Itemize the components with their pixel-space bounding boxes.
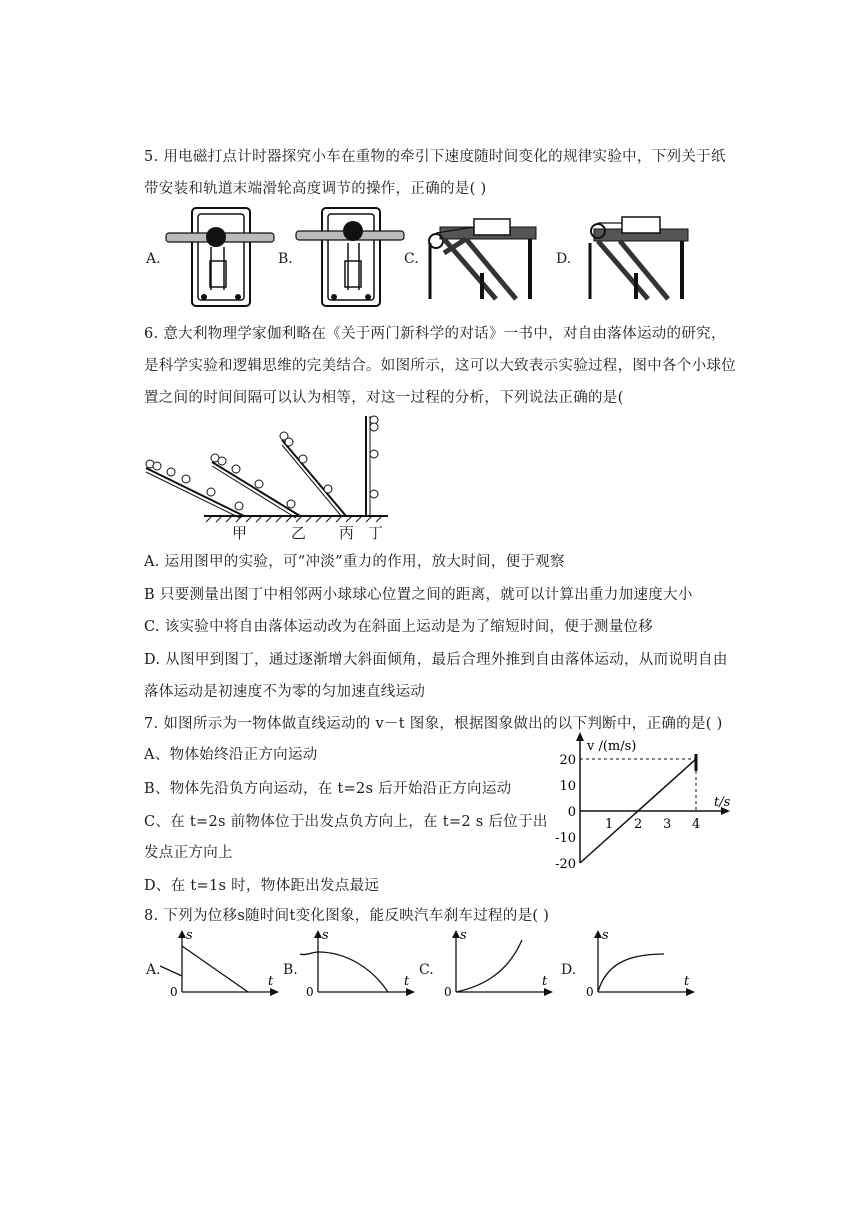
q5-option-c-label: C. bbox=[404, 251, 419, 267]
q8b-x-arrow bbox=[406, 988, 415, 996]
q5-option-d-label: D. bbox=[556, 251, 572, 267]
q8a-origin: 0 bbox=[170, 985, 178, 999]
q8b-origin: 0 bbox=[306, 985, 314, 999]
q6-label-jia: 甲 bbox=[232, 524, 248, 542]
q7-option-b: B、物体先沿负方向运动，在 t=2s 后开始沿正方向运动 bbox=[144, 781, 512, 797]
q8d-ylabel: s bbox=[602, 928, 609, 943]
q6-galileo-inclines-figure bbox=[140, 412, 400, 544]
q7-option-d: D、在 t=1s 时，物体距出发点最远 bbox=[144, 878, 380, 894]
vt-ylabel: v /(m/s) bbox=[587, 739, 637, 754]
q6-label-bing: 丙 bbox=[339, 524, 355, 542]
q6-stem-line3: 置之间的时间间隔可以认为相等，对这一过程的分析，下列说法正确的是( bbox=[144, 390, 624, 406]
q7-stem: 7. 如图所示为一物体做直线运动的 v－t 图象，根据图象做出的以下判断中，正确的是( ) bbox=[144, 716, 723, 732]
q8c-y-arrow bbox=[452, 930, 460, 938]
q5-figure-a-timer bbox=[166, 205, 276, 310]
vt-y-arrow bbox=[576, 732, 584, 741]
q7-option-c-line2: 发点正方向上 bbox=[144, 845, 233, 861]
vt-xtick-label: 1 bbox=[605, 817, 614, 832]
q6-stem-line1: 6. 意大利物理学家伽利略在《关于两门新科学的对话》一书中，对自由落体运动的研究， bbox=[144, 326, 726, 342]
q8d-y-arrow bbox=[594, 930, 602, 938]
vt-ytick-label: 0 bbox=[567, 805, 576, 820]
vt-xlabel: t/s bbox=[714, 795, 731, 810]
q8c-xlabel: t bbox=[542, 974, 548, 989]
q8d-x-arrow bbox=[686, 988, 695, 996]
q6-option-c: C. 该实验中将自由落体运动改为在斜面上运动是为了缩短时间，便于测量位移 bbox=[144, 619, 654, 635]
q7-option-a: A、物体始终沿正方向运动 bbox=[144, 747, 318, 763]
q6-option-d-line2: 落体运动是初速度不为零的匀加速直线运动 bbox=[144, 684, 426, 700]
vt-ytick-label: 20 bbox=[559, 753, 576, 768]
q5-figure-b-timer bbox=[296, 205, 406, 310]
q8c-x-arrow bbox=[544, 988, 553, 996]
q8-option-a-label: A. bbox=[146, 962, 161, 978]
vt-ytick-label: -10 bbox=[555, 831, 576, 846]
vt-ytick-label: 10 bbox=[559, 779, 576, 794]
q8a-xlabel: t bbox=[268, 974, 274, 989]
q8c-ylabel: s bbox=[460, 928, 467, 943]
q6-label-ding: 丁 bbox=[368, 524, 384, 542]
q8-graph-c bbox=[434, 928, 559, 1000]
q8c-origin: 0 bbox=[444, 985, 452, 999]
vt-xtick-label: 2 bbox=[634, 817, 643, 832]
vt-xtick-label: 4 bbox=[692, 817, 701, 832]
q7-vt-graph bbox=[540, 730, 740, 870]
q8-option-c-label: C. bbox=[419, 962, 434, 978]
q7-option-c-line1: C、在 t=2s 前物体位于出发点负方向上，在 t=2 s 后位于出 bbox=[144, 814, 548, 830]
q6-option-d-line1: D. 从图甲到图丁，通过逐渐增大斜面倾角，最后合理外推到自由落体运动，从而说明自由 bbox=[144, 652, 728, 668]
q8c-curve bbox=[456, 940, 522, 992]
q8d-xlabel: t bbox=[684, 974, 690, 989]
vt-ytick-label: -20 bbox=[555, 857, 576, 872]
q5-stem-line2: 带安装和轨道末端滑轮高度调节的操作，正确的是( ) bbox=[144, 181, 487, 197]
q5-stem-line1: 5. 用电磁打点计时器探究小车在重物的牵引下速度随时间变化的规律实验中，下列关于纸 bbox=[144, 149, 726, 165]
q5-figure-d-track-pulley bbox=[578, 213, 688, 301]
vt-xtick-label: 3 bbox=[663, 817, 672, 832]
q8b-xlabel: t bbox=[404, 974, 410, 989]
q8a-y-arrow bbox=[178, 930, 186, 938]
q8-option-d-label: D. bbox=[561, 962, 577, 978]
q8a-ylabel: s bbox=[186, 928, 193, 943]
q6-option-b: B 只要测量出图丁中相邻两小球球心位置之间的距离，就可以计算出重力加速度大小 bbox=[144, 587, 693, 603]
q8-graph-b bbox=[296, 928, 421, 1000]
q8d-curve bbox=[598, 954, 664, 992]
q8b-ylabel: s bbox=[322, 928, 329, 943]
q8-graph-d bbox=[576, 928, 701, 1000]
q8-option-b-label: B. bbox=[283, 962, 298, 978]
q5-option-b-label: B. bbox=[278, 251, 293, 267]
q8d-origin: 0 bbox=[586, 985, 594, 999]
q6-label-yi: 乙 bbox=[291, 524, 307, 542]
q8-graph-a bbox=[160, 928, 285, 1000]
q8a-x-arrow bbox=[270, 988, 279, 996]
q5-option-a-label: A. bbox=[146, 251, 161, 267]
q8b-y-arrow bbox=[314, 930, 322, 938]
q6-stem-line2: 是科学实验和逻辑思维的完美结合。如图所示，这可以大致表示实验过程，图中各个小球位 bbox=[144, 358, 736, 374]
q6-option-a: A. 运用图甲的实验，可“冲淡”重力的作用，放大时间，便于观察 bbox=[144, 554, 565, 570]
q8-stem: 8. 下列为位移s随时间t变化图象，能反映汽车刹车过程的是( ) bbox=[144, 908, 550, 924]
q5-figure-c-track-pulley bbox=[426, 213, 536, 301]
